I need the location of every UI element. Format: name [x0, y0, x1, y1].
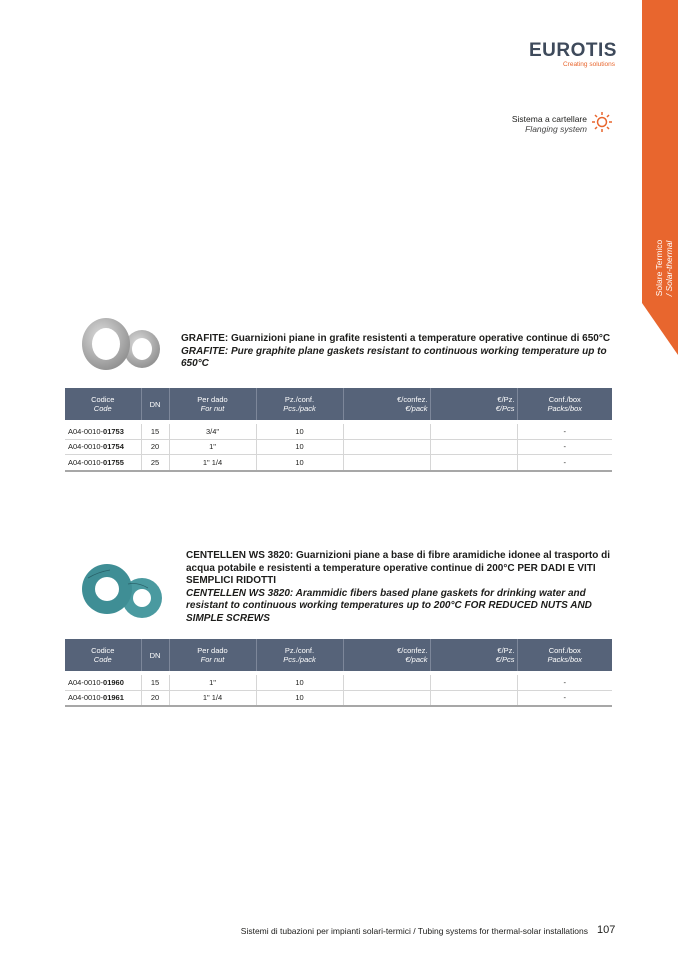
table-header [65, 388, 612, 420]
table-row: A04-0010-01961 20 1" 1/4 10 - [65, 690, 612, 706]
table-row: A04-0010-01755 25 1" 1/4 10 - [65, 455, 612, 471]
brand-tagline: Creating solutions [562, 61, 615, 68]
brand-logo [529, 41, 615, 69]
col-eur-pack: €/confez. €/pack [343, 639, 430, 671]
col-code: Codice Code [65, 639, 141, 671]
col-packs-box: Conf./box Packs/box [517, 639, 612, 671]
col-eur-pcs: €/Pz. €/Pcs [430, 639, 517, 671]
page-number: 107 [597, 924, 616, 936]
product-title-graphite: GRAFITE: Guarnizioni piane in grafite resistenti a temperature operative continue di 650°C GRAFITE: Pure graphite plane gaskets resistant to continuous working temperature up to 650°C [181, 333, 611, 369]
col-nut: Per dado For nut [169, 388, 256, 420]
product-table-graphite [65, 388, 612, 472]
table-row: A04-0010-01754 20 1" 10 - [65, 439, 612, 455]
side-tab [642, 0, 678, 355]
brand-name: EUROTIS [529, 40, 617, 61]
col-code: Codice Code [65, 388, 141, 420]
side-tab-label: Solare Termico / Solar-thermal [654, 239, 674, 297]
table-row: A04-0010-01960 15 1" 10 - [65, 675, 612, 690]
table-header [65, 639, 612, 671]
page-footer: Sistemi di tubazioni per impianti solari-termici / Tubing systems for thermal-solar installations [240, 926, 588, 936]
col-eur-pcs: €/Pz. €/Pcs [430, 388, 517, 420]
col-dn: DN [141, 639, 169, 671]
col-eur-pack: €/confez. €/pack [343, 388, 430, 420]
graphite-gasket-image [76, 314, 164, 374]
col-pcs-pack: Pz./conf. Pcs./pack [256, 639, 343, 671]
col-nut: Per dado For nut [169, 639, 256, 671]
col-pcs-pack: Pz./conf. Pcs./pack [256, 388, 343, 420]
table-row: A04-0010-01753 15 3/4" 10 - [65, 424, 612, 439]
product-table-centellen [65, 639, 612, 707]
system-label: Sistema a cartellare Flanging system [511, 114, 587, 134]
sun-icon [591, 111, 613, 133]
col-packs-box: Conf./box Packs/box [517, 388, 612, 420]
col-dn: DN [141, 388, 169, 420]
product-title-centellen: CENTELLEN WS 3820: Guarnizioni piane a base di fibre aramidiche idonee al trasporto di acqua potabile e resistenti a temperature operative continue di 200°C PER DADI E VITI SEMPLICI RIDOTTI CENTELLEN WS 3820: Arammidic fibers based plane gaskets for drinking water and resistant to continuous working temperatures up to 200°C FOR REDUCED NUTS AND SIMPLE SCREWS [186, 550, 610, 624]
centellen-gasket-image [80, 562, 166, 622]
